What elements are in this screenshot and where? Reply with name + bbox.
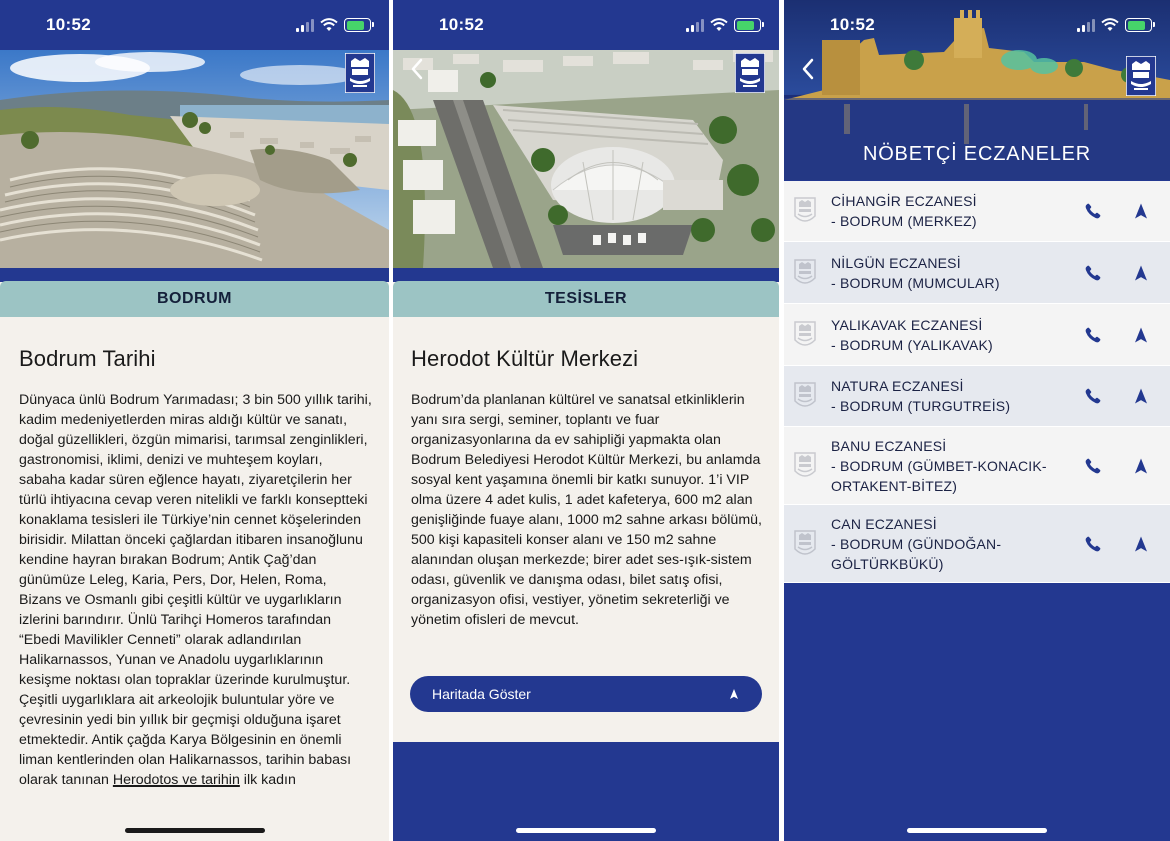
battery-icon [734, 18, 761, 32]
pharmacy-actions [1084, 264, 1150, 282]
pharmacy-logo-icon [793, 196, 817, 226]
signal-icon [296, 19, 314, 32]
pharmacy-name: CAN ECZANESİ [831, 515, 937, 532]
pharmacy-location: - BODRUM (YALIKAVAK) [831, 336, 993, 353]
home-indicator[interactable] [125, 828, 265, 833]
phone-icon[interactable] [1084, 535, 1102, 553]
battery-icon [1125, 18, 1152, 32]
wifi-icon [1101, 18, 1119, 32]
page-title: Bodrum Tarihi [19, 346, 156, 371]
phone-icon[interactable] [1084, 202, 1102, 220]
pharmacy-actions [1084, 457, 1150, 475]
pharmacy-logo-icon [793, 381, 817, 411]
phone-icon[interactable] [1084, 457, 1102, 475]
navigation-arrow-icon [728, 687, 740, 701]
chevron-left-icon[interactable] [800, 58, 816, 80]
pharmacy-item[interactable] [784, 366, 1170, 427]
facility-content [411, 346, 765, 630]
article-text: Dünyaca ünlü Bodrum Yarımadası; 3 bin 500 yıllık tarihi, kadim medeniyetlerden miras aldığı kültür ve sanatı, doğal güzellikleri, özgün mimarisi, tarımsal zenginlikleri, gastronomisi, iklimi, denizi ve muhteşem koyları, sabaha kadar süren eğlence hayatı, ziyaretçilerin her türlü ihtiyacına cevap veren nitelikli ve farklı konseptteki konaklama tesisleri ile Türkiye’nin cennet köşelerinden birisidir. Milattan önceki çağlardan itibaren insanoğlunu kendine hayran bırakan Bodrum; Antik Çağ’dan günümüze Leleg, Karia, Pers, Dor, Helen, Roma, Bizans ve Osmanlı gibi çeşitli kültür ve uygarlıkların izlerini barındırır. Ünlü Tarihçi Homeros tarafından “Ebedi Mavilikler Cenneti” olarak adlandırılan Halikarnassos, Yunan ve Anadolu uygarlıklarının kesişme noktası olan topraklar üzerinde kurulmuştur. Çeşitli uygarlıklara ait arkeolojik buluntular yöre ve çevresinin yedi bin yıllık bir geçmişi olduğuna işaret etmektedir. Antik çağda Karya Bölgesinin en önemli liman kentlerinden olan Halikarnassos, tarihin babası olarak tanınan [19, 392, 372, 788]
phone-icon[interactable] [1084, 326, 1102, 344]
pharmacy-location: - BODRUM (MERKEZ) [831, 213, 977, 229]
pharmacy-location-cont: GÖLTÜRKBÜKÜ) [831, 555, 944, 572]
pharmacy-location: - BODRUM (TURGUTREİS) [831, 398, 1011, 414]
wifi-icon [320, 18, 338, 32]
pharmacy-location: - BODRUM (MUMCULAR) [831, 274, 1000, 291]
section-divider [0, 268, 389, 282]
pharmacy-logo-icon [793, 529, 817, 559]
navigation-arrow-icon[interactable] [1132, 264, 1150, 282]
pharmacy-name: CİHANGİR ECZANESİ [831, 193, 977, 209]
article-body [19, 390, 373, 790]
section-divider [393, 268, 779, 282]
municipality-emblem-icon [735, 53, 765, 93]
pharmacy-actions [1084, 326, 1150, 344]
signal-icon [686, 19, 704, 32]
home-indicator[interactable] [907, 828, 1047, 833]
navigation-arrow-icon[interactable] [1132, 202, 1150, 220]
pharmacy-actions [1084, 535, 1150, 553]
footer-bar [393, 742, 779, 841]
status-time: 10:52 [439, 15, 484, 34]
pharmacy-item[interactable] [784, 304, 1170, 366]
screen-bodrum-history [0, 0, 389, 841]
page-title: NÖBETÇİ ECZANELER [862, 143, 1092, 165]
status-bar [784, 0, 1170, 50]
signal-icon [1077, 19, 1095, 32]
screen-pharmacies-on-duty [784, 0, 1170, 841]
chevron-left-icon[interactable] [409, 58, 425, 80]
hero-image-culture-center [393, 50, 779, 268]
section-label: BODRUM [0, 281, 389, 317]
navigation-arrow-icon[interactable] [1132, 387, 1150, 405]
show-on-map-label: Haritada Göster [432, 686, 531, 702]
phone-icon[interactable] [1084, 387, 1102, 405]
pharmacy-name: NİLGÜN ECZANESİ [831, 254, 961, 271]
pharmacy-logo-icon [793, 451, 817, 481]
pharmacy-logo-icon [793, 320, 817, 350]
navigation-arrow-icon[interactable] [1132, 457, 1150, 475]
section-label: TESİSLER [393, 281, 779, 317]
pharmacy-name: NATURA ECZANESİ [831, 378, 964, 394]
status-time: 10:52 [46, 15, 91, 34]
article-text-tail: ilk kadın [239, 772, 296, 788]
page-title: Herodot Kültür Merkezi [411, 346, 639, 371]
navigation-arrow-icon[interactable] [1132, 326, 1150, 344]
status-bar [0, 0, 389, 50]
pharmacy-location: - BODRUM (GÜMBET-KONACIK- [831, 457, 1047, 474]
herodotos-link[interactable]: Herodotos ve tarihin [112, 772, 240, 788]
status-time: 10:52 [830, 15, 875, 34]
pharmacy-item[interactable] [784, 181, 1170, 242]
wifi-icon [710, 18, 728, 32]
pharmacy-item[interactable] [784, 505, 1170, 583]
pharmacy-item[interactable] [784, 427, 1170, 505]
screen-facilities [393, 0, 779, 841]
pharmacy-name: YALIKAVAK ECZANESİ [831, 316, 983, 333]
status-icons [1077, 15, 1152, 35]
pharmacy-logo-icon [793, 258, 817, 288]
pharmacy-location: - BODRUM (GÜNDOĞAN- [831, 535, 1002, 552]
pharmacy-location-cont: ORTAKENT-BİTEZ) [831, 477, 958, 494]
pharmacy-name: BANU ECZANESİ [831, 437, 947, 454]
hero-image-amphitheater [0, 50, 389, 268]
pharmacy-actions [1084, 202, 1150, 220]
pharmacy-list [784, 181, 1170, 583]
status-icons [296, 15, 371, 35]
facility-body: Bodrum’da planlanan kültürel ve sanatsal etkinliklerin yanı sıra sergi, seminer, toplantı ve fuar organizasyonlarına da ev sahipliği yapmakta olan Bodrum Belediyesi Herodot Kültür Merkezi, bu anlamda sosyal kent yaşamına önemli bir katkı sunuyor. 1’i VIP olma üzere 4 adet kulis, 1 adet kafeterya, 600 m2 alan genişliğinde fuaye alanı, 1000 m2 sahne arkası bölümü, 500 kişi kapasiteli konser alanı ve 150 m2 sahne alanından oluşan merkezde; birer adet ses-ışık-sistem odası, güvenlik ve danışma odası, bilet satış ofisi, organizasyon ofisi, vestiyer, yönetim sekreterliği ve yönetim ofisleri de mevcut. [411, 392, 762, 628]
municipality-emblem-icon [1126, 56, 1156, 96]
navigation-arrow-icon[interactable] [1132, 535, 1150, 553]
battery-icon [344, 18, 371, 32]
phone-icon[interactable] [1084, 264, 1102, 282]
home-indicator[interactable] [516, 828, 656, 833]
pharmacy-actions [1084, 387, 1150, 405]
municipality-emblem-icon [345, 53, 375, 93]
status-icons [686, 15, 761, 35]
pharmacy-item[interactable] [784, 242, 1170, 304]
status-bar [393, 0, 779, 50]
show-on-map-button[interactable] [410, 676, 762, 712]
article-content [19, 346, 373, 790]
